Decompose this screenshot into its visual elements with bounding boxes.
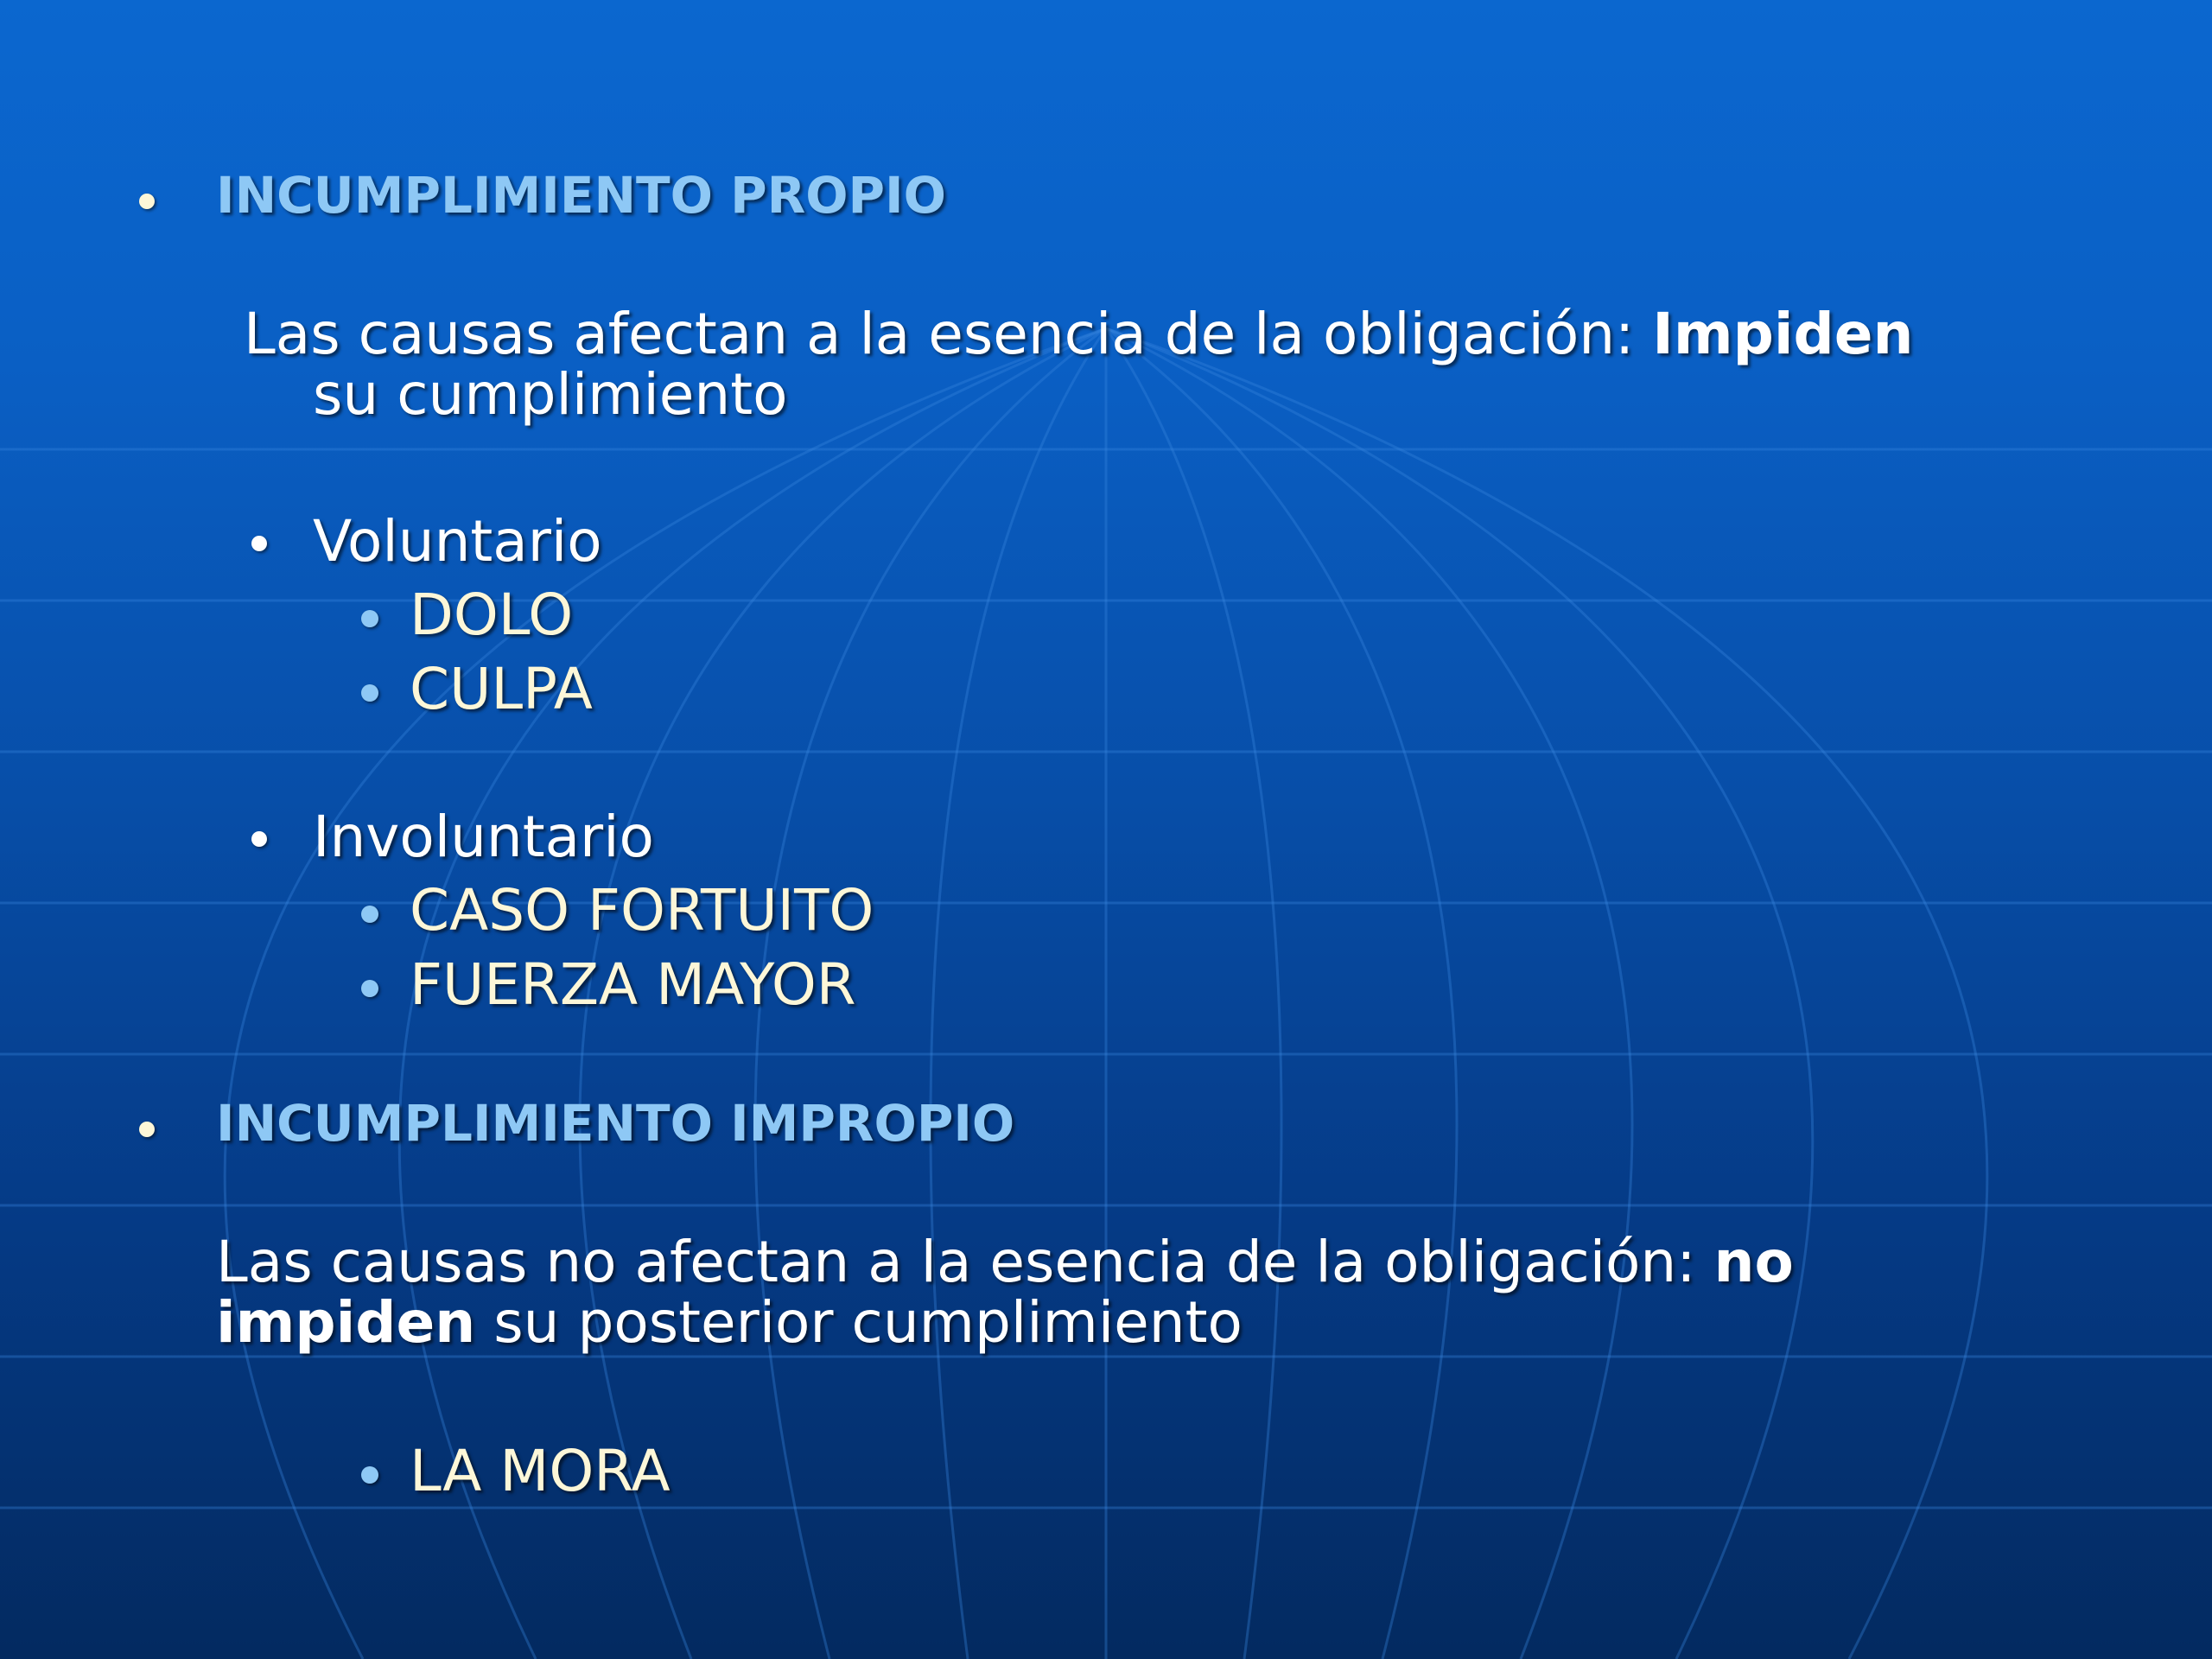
description-propio-text: Las causas afectan a la esencia de la obligación: xyxy=(244,301,1653,367)
third-level-bullet-icon xyxy=(361,906,378,923)
item-caso-fortuito: CASO FORTUITO xyxy=(410,877,874,944)
item-la-mora: LA MORA xyxy=(410,1438,671,1504)
third-level-bullet-icon xyxy=(361,610,378,627)
heading-incumplimiento-impropio: INCUMPLIMIENTO IMPROPIO xyxy=(216,1094,1015,1153)
description-impropio-line1 xyxy=(216,1229,1794,1295)
group-voluntario-label: Voluntario xyxy=(313,508,602,575)
description-propio-emphasis: Impiden xyxy=(1652,301,1914,367)
top-level-bullet-icon xyxy=(139,194,155,209)
third-level-bullet-icon xyxy=(361,684,378,702)
second-level-bullet-icon xyxy=(251,536,267,551)
top-level-bullet-icon xyxy=(139,1122,155,1137)
description-impropio-line2 xyxy=(216,1289,1243,1356)
group-involuntario-label: Involuntario xyxy=(313,804,654,870)
item-fuerza-mayor: FUERZA MAYOR xyxy=(410,951,856,1018)
heading-incumplimiento-propio: INCUMPLIMIENTO PROPIO xyxy=(216,166,946,225)
item-dolo: DOLO xyxy=(410,582,574,648)
description-impropio-emphasis-no: no xyxy=(1713,1229,1794,1295)
second-level-bullet-icon xyxy=(251,831,267,847)
description-propio-line2: su cumplimiento xyxy=(313,361,788,428)
description-impropio-emphasis-impiden: impiden xyxy=(216,1289,476,1356)
item-culpa: CULPA xyxy=(410,656,593,722)
description-propio-line1 xyxy=(244,301,1913,367)
third-level-bullet-icon xyxy=(361,980,378,997)
description-impropio-rest: su posterior cumplimiento xyxy=(475,1289,1243,1356)
third-level-bullet-icon xyxy=(361,1466,378,1484)
description-impropio-text: Las causas no afectan a la esencia de la obligación: xyxy=(216,1229,1714,1295)
